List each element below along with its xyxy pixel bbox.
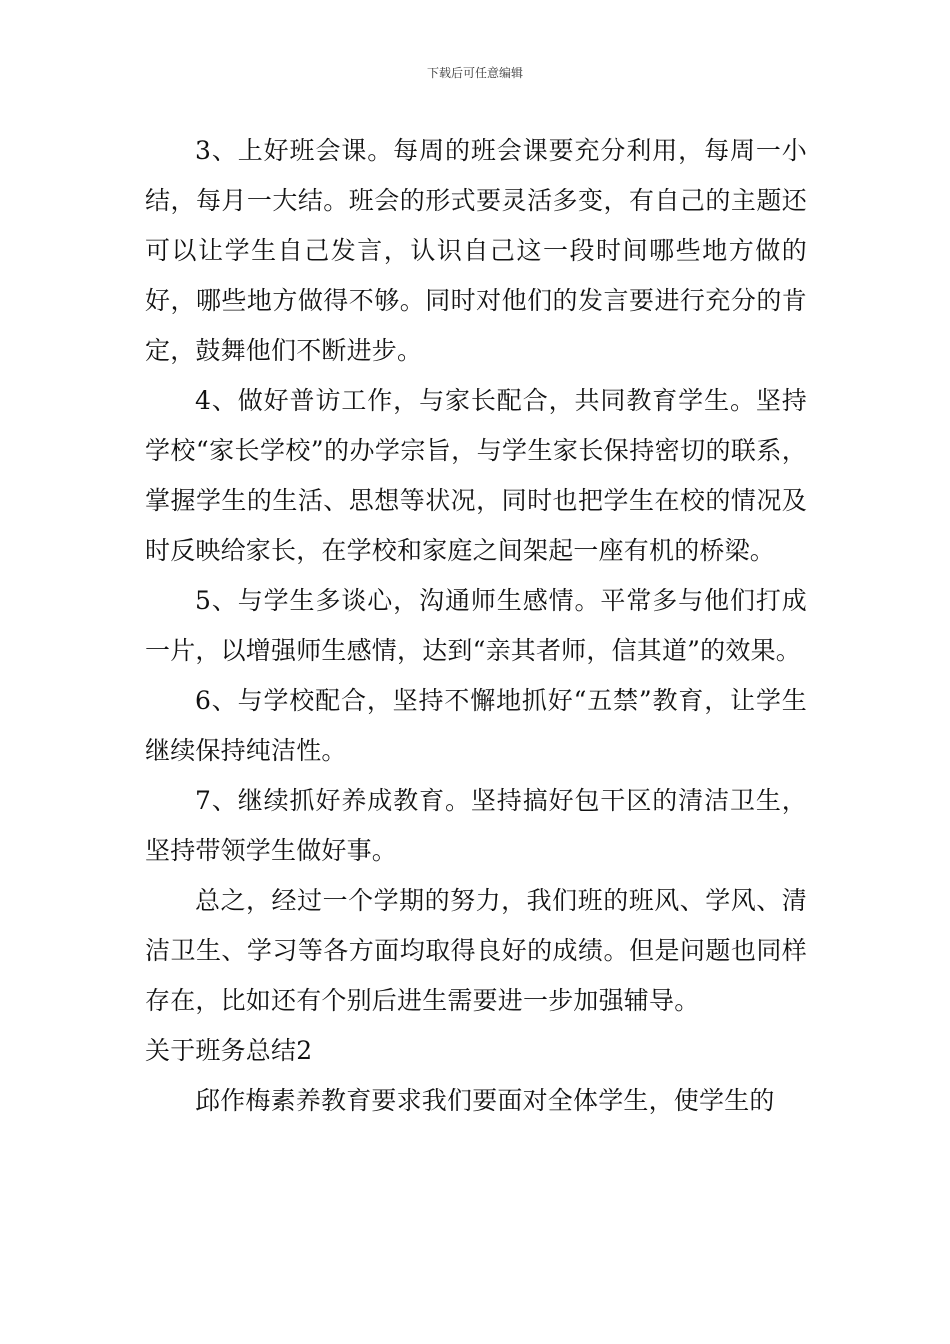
paragraph-item-7: 7、继续抓好养成教育。坚持搞好包干区的清洁卫生，坚持带领学生做好事。 bbox=[145, 786, 807, 865]
paragraph-intro: 邱作梅素养教育要求我们要面对全体学生，使学生的 bbox=[195, 1086, 775, 1115]
paragraph-item-6: 6、与学校配合，坚持不懈地抓好“五禁”教育，让学生继续保持纯洁性。 bbox=[145, 686, 807, 765]
paragraph-item-4: 4、做好普访工作，与家长配合，共同教育学生。坚持学校“家长学校”的办学宗旨，与学生家长保持密切的联系，掌握学生的生活、思想等状况，同时也把学生在校的情况及时反映给家长，在学校和家庭之间架起一座有机的桥梁。 bbox=[145, 386, 807, 565]
page-header: 下载后可任意编辑 bbox=[426, 66, 523, 80]
document-body bbox=[145, 126, 807, 1126]
paragraph-summary: 总之，经过一个学期的努力，我们班的班风、学风、清洁卫生、学习等各方面均取得良好的成绩。但是问题也同样存在，比如还有个别后进生需要进一步加强辅导。 bbox=[145, 886, 807, 1015]
section-heading: 关于班务总结2 bbox=[145, 1036, 313, 1065]
paragraph-item-5: 5、与学生多谈心，沟通师生感情。平常多与他们打成一片，以增强师生感情，达到“亲其者师，信其道”的效果。 bbox=[145, 586, 807, 665]
paragraph-item-3: 3、上好班会课。每周的班会课要充分利用，每周一小结，每月一大结。班会的形式要灵活多变，有自己的主题还可以让学生自己发言，认识自己这一段时间哪些地方做的好，哪些地方做得不够。同时对他们的发言要进行充分的肯定，鼓舞他们不断进步。 bbox=[145, 136, 807, 365]
